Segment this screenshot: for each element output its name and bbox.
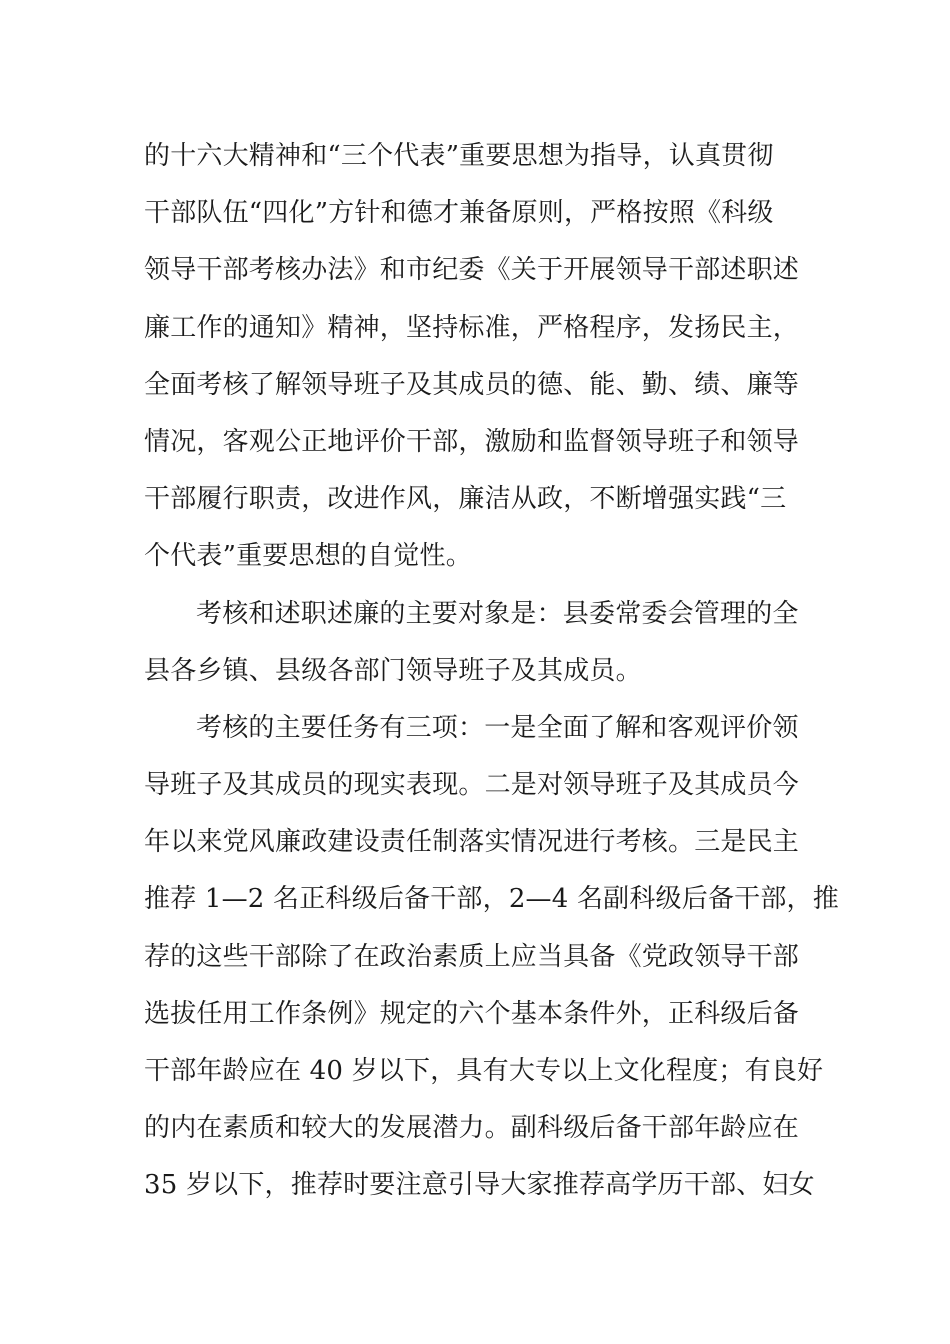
text-line: 推荐 1—2 名正科级后备干部，2—4 名副科级后备干部，推	[144, 884, 839, 915]
text-line: 的内在素质和较大的发展潜力。副科级后备干部年龄应在	[144, 1113, 800, 1144]
text-line: 选拔任用工作条例》规定的六个基本条件外，正科级后备	[144, 998, 800, 1029]
text-line: 个代表”重要思想的自觉性。	[144, 541, 472, 572]
document-body	[144, 128, 839, 1215]
text-line: 领导干部考核办法》和市纪委《关于开展领导干部述职述	[144, 255, 800, 286]
text-line: 的十六大精神和“三个代表”重要思想为指导，认真贯彻	[144, 141, 774, 171]
text-line: 干部年龄应在 40 岁以下，具有大专以上文化程度；有良好	[144, 1056, 824, 1086]
text-line: 廉工作的通知》精神，坚持标准，严格程序，发扬民主，	[144, 312, 800, 343]
text-line: 35 岁以下，推荐时要注意引导大家推荐高学历干部、妇女	[144, 1170, 815, 1201]
paragraph-first-line: 考核的主要任务有三项：一是全面了解和客观评价领	[196, 712, 799, 743]
text-line: 县各乡镇、县级各部门领导班子及其成员。	[144, 655, 642, 686]
text-line: 荐的这些干部除了在政治素质上应当具备《党政领导干部	[144, 941, 800, 972]
text-line: 干部队伍“四化”方针和德才兼备原则，严格按照《科级	[144, 198, 774, 229]
text-line: 情况，客观公正地评价干部，激励和监督领导班子和领导	[144, 426, 800, 457]
text-line: 全面考核了解领导班子及其成员的德、能、勤、绩、廉等	[144, 369, 800, 400]
paragraph-first-line: 考核和述职述廉的主要对象是：县委常委会管理的全	[196, 598, 799, 629]
text-line: 年以来党风廉政建设责任制落实情况进行考核。三是民主	[144, 827, 800, 858]
text-line: 导班子及其成员的现实表现。二是对领导班子及其成员今	[144, 770, 800, 801]
text-line: 干部履行职责，改进作风，廉洁从政，不断增强实践“三	[144, 484, 787, 515]
